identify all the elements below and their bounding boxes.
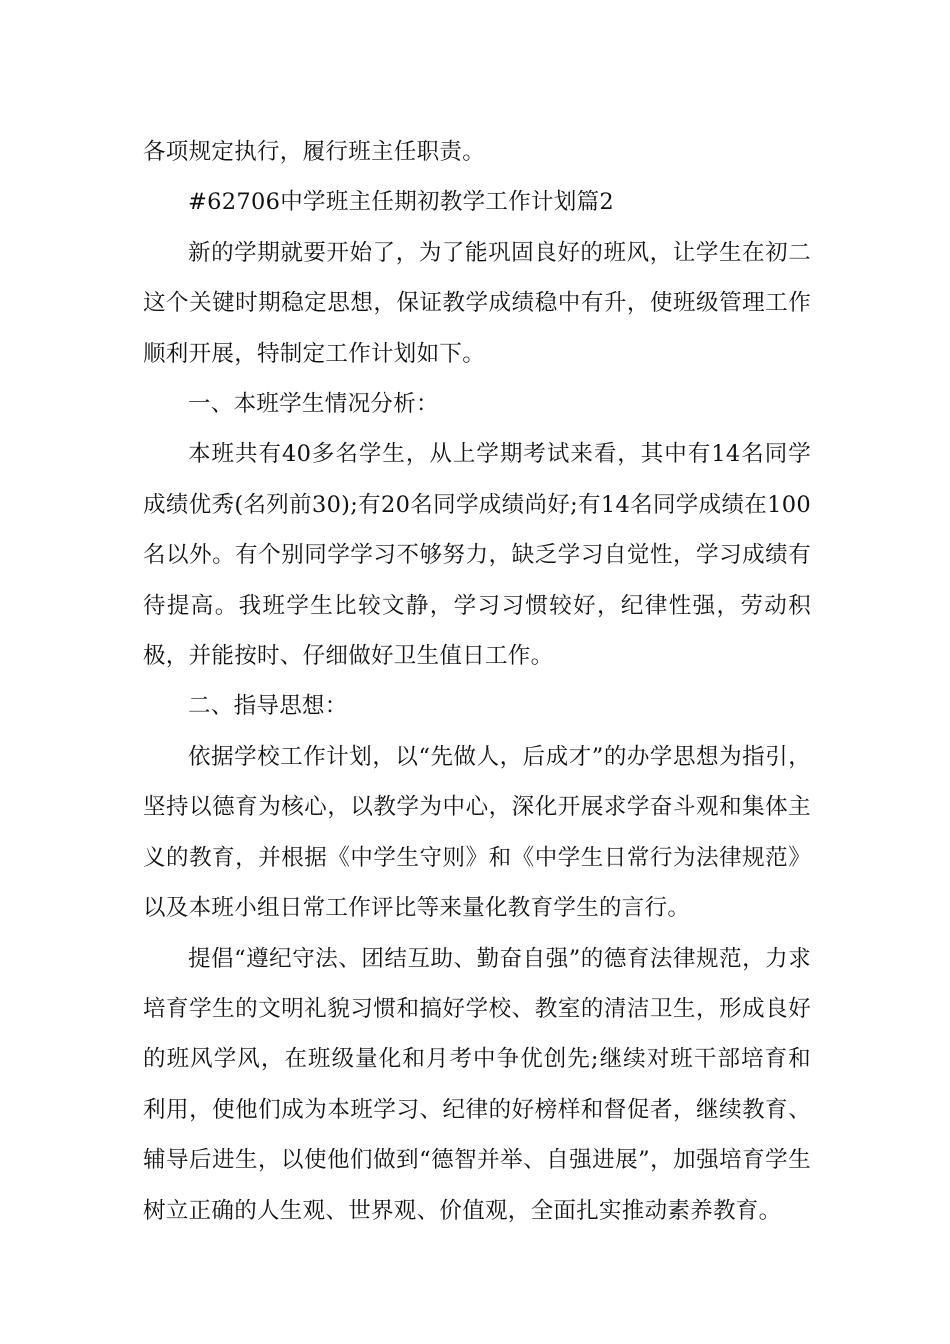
paragraph-intro: 新的学期就要开始了，为了能巩固良好的班风，让学生在初二这个关键时期稳定思想，保证教学成绩稳中有升，使班级管理工作顺利开展，特制定工作计划如下。 [143,239,811,367]
paragraph-class-analysis: 本班共有40多名学生，从上学期考试来看，其中有14名同学成绩优秀(名列前30);有20名同学成绩尚好;有14名同学成绩在100名以外。有个别同学学习不够努力，缺乏学习自觉性，学习成绩有待提高。我班学生比较文静，学习习惯较好，纪律性强，劳动积极，并能按时、仔细做好卫生值日工作。 [143,441,811,670]
paragraph-moral-education: 提倡“遵纪守法、团结互助、勤奋自强”的德育法律规范，力求培育学生的文明礼貌习惯和搞好学校、教室的清洁卫生，形成良好的班风学风，在班级量化和月考中争优创先;继续对班干部培育和利用，使他们成为本班学习、纪律的好榜样和督促者，继续教育、辅导后进生，以使他们做到“德智并举、自强进展”，加强培育学生树立正确的人生观、世界观、价值观，全面扎实推动素养教育。 [143,945,811,1224]
document-body [143,127,811,1236]
section-title: #62706中学班主任期初教学工作计划篇2 [188,189,615,216]
paragraph-guiding-idea: 依据学校工作计划，以“先做人，后成才”的办学思想为指引，坚持以德育为核心，以教学为中心，深化开展求学奋斗观和集体主义的教育，并根据《中学生守则》和《中学生日常行为法律规范》以及本班小组日常工作评比等来量化教育学生的言行。 [143,743,811,922]
paragraph-continuation: 各项规定执行，履行班主任职责。 [143,139,486,165]
heading-guiding-idea: 二、指导思想： [188,693,348,720]
heading-class-analysis: 一、本班学生情况分析： [188,391,439,418]
